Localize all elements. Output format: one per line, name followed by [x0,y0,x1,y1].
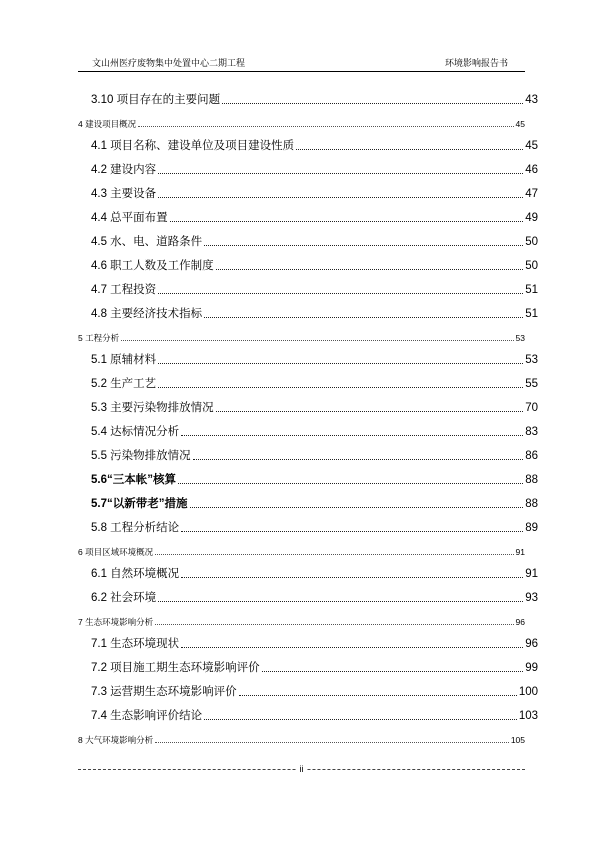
toc-entry-title: 6 项目区域环境概况 [78,547,154,557]
toc-dot-leader [216,410,524,412]
toc-entry-title: 4.2 建设内容 [91,164,157,176]
toc-entry-title: 6.1 自然环境概况 [91,568,180,580]
toc-page-number: 50 [525,236,538,248]
toc-section-entry[interactable] [78,440,538,464]
toc-dot-leader [204,718,517,720]
toc-entry-title: 4.1 项目名称、建设单位及项目建设性质 [91,140,295,152]
toc-entry-title: 5.2 生产工艺 [91,378,157,390]
toc-page-number: 53 [515,333,525,343]
toc-dot-leader [158,600,523,602]
toc-section-entry[interactable] [78,512,538,536]
toc-page-number: 93 [525,592,538,604]
toc-page-number: 51 [525,284,538,296]
toc-section-entry[interactable] [78,298,538,322]
toc-entry-title: 7.2 项目施工期生态环境影响评价 [91,662,260,674]
footer-page-number: ii [297,762,307,776]
toc-section-entry[interactable] [78,700,538,724]
page-header [78,54,525,72]
toc-section-entry[interactable] [78,392,538,416]
toc-section-entry[interactable] [78,652,538,676]
toc-entry-title: 5.3 主要污染物排放情况 [91,402,214,414]
toc-section-entry[interactable] [78,464,538,488]
toc-section-entry[interactable] [78,558,538,582]
toc-entry-title: 4.6 职工人数及工作制度 [91,260,214,272]
toc-page-number: 91 [515,547,525,557]
toc-dot-leader [155,741,509,743]
toc-entry-title: 4 建设项目概况 [78,119,137,129]
toc-entry-title: 4.3 主要设备 [91,188,157,200]
toc-page-number: 47 [525,188,538,200]
toc-dot-leader [204,316,523,318]
toc-section-entry[interactable] [78,130,538,154]
toc-dot-leader [216,268,524,270]
toc-entry-title: 7.1 生态环境现状 [91,638,180,650]
toc-dot-leader [158,172,523,174]
toc-page-number: 91 [525,568,538,580]
toc-page-number: 43 [525,94,538,106]
toc-dot-leader [239,694,517,696]
toc-page-number: 88 [525,498,538,510]
toc-dot-leader [158,362,523,364]
toc-page-number: 96 [515,617,525,627]
toc-page-number: 51 [525,308,538,320]
toc-entry-title: 7.4 生态影响评价结论 [91,710,203,722]
toc-dot-leader [138,125,513,127]
toc-page-number: 96 [525,638,538,650]
toc-section-entry[interactable] [78,582,538,606]
toc-entry-title: 8 大气环境影响分析 [78,735,154,745]
toc-entry-title: 4.4 总平面布置 [91,212,168,224]
toc-entry-title: 5.5 污染物排放情况 [91,450,191,462]
toc-entry-title: 7.3 运营期生态环境影响评价 [91,686,237,698]
toc-page-number: 83 [525,426,538,438]
toc-section-entry[interactable] [78,368,538,392]
toc-page-number: 49 [525,212,538,224]
toc-section-entry[interactable] [78,202,538,226]
toc-chapter-entry[interactable] [78,724,525,746]
toc-section-entry[interactable] [78,676,538,700]
toc-dot-leader [181,434,523,436]
toc-page-number: 88 [525,474,538,486]
toc-page-number: 100 [518,686,538,698]
toc-entry-title: 5.1 原辅材料 [91,354,157,366]
toc-dot-leader [222,102,523,104]
toc-chapter-entry[interactable] [78,606,525,628]
toc-dot-leader [158,196,523,198]
toc-page-number: 89 [525,522,538,534]
toc-section-entry[interactable] [78,250,538,274]
header-document-type: 环境影响报告书 [444,58,508,68]
toc-entry-title: 4.5 水、电、道路条件 [91,236,203,248]
toc-page-number: 103 [518,710,538,722]
toc-entry-title: 5.4 达标情况分析 [91,426,180,438]
table-of-contents [78,84,538,746]
toc-section-entry[interactable] [78,488,538,512]
toc-dot-leader [170,220,524,222]
toc-page-number: 46 [525,164,538,176]
toc-dot-leader [296,148,523,150]
toc-section-entry[interactable] [78,154,538,178]
toc-entry-title: 5.6“三本帐”核算 [91,474,176,486]
toc-section-entry[interactable] [78,178,538,202]
toc-section-entry[interactable] [78,274,538,298]
toc-dot-leader [181,530,523,532]
toc-dot-leader [190,506,524,508]
toc-section-entry[interactable] [78,226,538,250]
toc-page-number: 45 [515,119,525,129]
page-footer [78,762,525,776]
toc-chapter-entry[interactable] [78,536,525,558]
toc-section-entry[interactable] [78,628,538,652]
toc-section-entry[interactable] [78,344,538,368]
toc-entry-title: 5 工程分析 [78,333,120,343]
toc-dot-leader [181,576,523,578]
toc-entry-title: 4.7 工程投资 [91,284,157,296]
toc-dot-leader [158,386,523,388]
header-project-title: 文山州医疗废物集中处置中心二期工程 [92,58,246,68]
toc-dot-leader [178,482,523,484]
toc-dot-leader [181,646,523,648]
toc-entry-title: 7 生态环境影响分析 [78,617,154,627]
toc-entry-title: 4.8 主要经济技术指标 [91,308,203,320]
toc-dot-leader [262,670,524,672]
toc-page-number: 99 [525,662,538,674]
toc-page-number: 45 [525,140,538,152]
toc-page-number: 70 [525,402,538,414]
toc-section-entry[interactable] [78,84,538,108]
toc-dot-leader [204,244,523,246]
toc-dot-leader [121,339,513,341]
toc-page-number: 50 [525,260,538,272]
toc-dot-leader [193,458,524,460]
toc-dot-leader [155,553,513,555]
toc-entry-title: 5.7“以新带老”措施 [91,498,188,510]
toc-chapter-entry[interactable] [78,108,525,130]
toc-entry-title: 3.10 项目存在的主要问题 [91,94,221,106]
toc-page-number: 86 [525,450,538,462]
toc-chapter-entry[interactable] [78,322,525,344]
toc-section-entry[interactable] [78,416,538,440]
toc-entry-title: 6.2 社会环境 [91,592,157,604]
toc-entry-title: 5.8 工程分析结论 [91,522,180,534]
toc-page-number: 55 [525,378,538,390]
toc-dot-leader [158,292,523,294]
toc-page-number: 105 [510,735,525,745]
toc-dot-leader [155,623,513,625]
toc-page-number: 53 [525,354,538,366]
